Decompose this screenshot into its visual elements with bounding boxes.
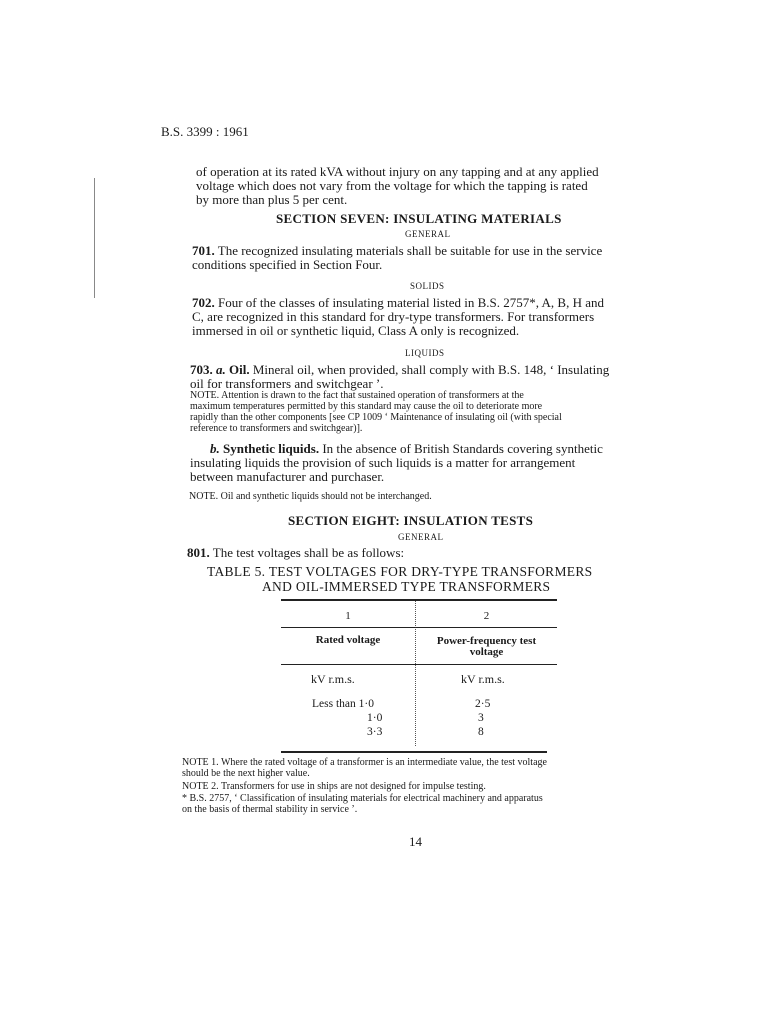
scan-margin-mark [94, 178, 95, 298]
clause-702-number: 702. [192, 295, 215, 310]
table-title-line: AND OIL-IMMERSED TYPE TRANSFORMERS [262, 579, 551, 594]
clause-801-number: 801. [187, 545, 210, 560]
clause-703b [210, 442, 603, 456]
table-cell-rated: 1·0 [367, 712, 383, 724]
table-col-number: 1 [345, 610, 351, 622]
table-title-line: TABLE 5. TEST VOLTAGES FOR DRY-TYPE TRANSFORMERS [207, 564, 593, 579]
note-line: rapidly than the other components [see CP 1009 ‘ Maintenance of insulating oil (with special [190, 412, 562, 423]
footnote-line: * B.S. 2757, ‘ Classification of insulating materials for electrical machinery and apparatus [182, 793, 543, 804]
table-header-rated-voltage: Rated voltage [315, 634, 381, 646]
clause-702-text: Four of the classes of insulating material listed in B.S. 2757*, A, B, H and [218, 295, 604, 310]
section-seven-heading: SECTION SEVEN: INSULATING MATERIALS [276, 211, 562, 226]
liquids-subheading: LIQUIDS [405, 348, 445, 358]
table-col-number: 2 [483, 610, 490, 622]
intro-line: voltage which does not vary from the voltage for which the tapping is rated [196, 178, 588, 193]
clause-701-number: 701. [192, 243, 215, 258]
table-unit: kV r.m.s. [461, 672, 505, 686]
table-header-test-voltage-line1: Power-frequency test [436, 635, 537, 647]
table-top-rule [281, 599, 557, 601]
clause-703b-text: In the absence of British Standards covering synthetic [322, 441, 603, 456]
table-header-test-voltage [416, 636, 557, 658]
document-reference: B.S. 3399 : 1961 [161, 124, 249, 139]
table-cell-rated: Less than 1·0 [312, 698, 374, 710]
clause-702-line: C, are recognized in this standard for dry-type transformers. For transformers [192, 309, 595, 324]
general-subheading: GENERAL [405, 229, 451, 239]
clause-703-number: 703. [190, 362, 213, 377]
note-oil: NOTE. Oil and synthetic liquids should not be interchanged. [189, 491, 432, 502]
intro-line: of operation at its rated kVA without injury on any tapping and at any applied [196, 164, 599, 179]
clause-702 [192, 296, 604, 310]
table-note-line: NOTE 2. Transformers for use in ships are not designed for impulse testing. [182, 781, 486, 792]
clause-801-text: The test voltages shall be as follows: [212, 545, 405, 560]
clause-703a-text: Mineral oil, when provided, shall comply with B.S. 148, ‘ Insulating [252, 362, 610, 377]
clause-703b-title: Synthetic liquids. [223, 441, 320, 456]
clause-703b-label: b. [210, 441, 220, 456]
clause-701-line: conditions specified in Section Four. [192, 257, 383, 272]
table-rule [281, 627, 557, 628]
table-cell-test: 8 [478, 726, 484, 738]
table-cell-rated: 3·3 [367, 726, 383, 738]
table-note-line: NOTE 1. Where the rated voltage of a transformer is an intermediate value, the test voltage [182, 757, 547, 768]
note-line: maximum temperatures permitted by this standard may cause the oil to deteriorate more [190, 401, 543, 412]
general-subheading: GENERAL [398, 532, 444, 542]
clause-703a-label: a. [216, 362, 226, 377]
table-unit: kV r.m.s. [311, 672, 355, 686]
clause-703b-line: between manufacturer and purchaser. [190, 469, 385, 484]
note-line: NOTE. Attention is drawn to the fact that sustained operation of transformers at the [190, 390, 524, 401]
clause-703a [190, 363, 609, 377]
note-line: reference to transformers and switchgear)]. [190, 423, 363, 434]
page-number: 14 [409, 834, 422, 849]
table-column-separator [415, 601, 416, 746]
section-eight-heading: SECTION EIGHT: INSULATION TESTS [288, 513, 534, 528]
table-cell-test: 2·5 [475, 698, 491, 710]
clause-702-line: immersed in oil or synthetic liquid, Class A only is recognized. [192, 323, 520, 338]
clause-703b-line: insulating liquids the provision of such liquids is a matter for arrangement [190, 455, 576, 470]
footnote-line: on the basis of thermal stability in service ’. [182, 804, 358, 815]
clause-701 [192, 244, 602, 258]
table-bottom-rule [281, 751, 547, 753]
clause-801 [187, 546, 404, 560]
solids-subheading: SOLIDS [410, 281, 445, 291]
table-rule [281, 664, 557, 665]
table-note-line: should be the next higher value. [182, 768, 310, 779]
clause-703a-line: oil for transformers and switchgear ’. [190, 376, 384, 391]
intro-line: by more than plus 5 per cent. [196, 192, 348, 207]
table-cell-test: 3 [478, 712, 484, 724]
table-header-test-voltage-line2: voltage [469, 646, 504, 658]
clause-703a-title: Oil. [229, 362, 250, 377]
clause-701-text: The recognized insulating materials shall be suitable for use in the service [217, 243, 603, 258]
